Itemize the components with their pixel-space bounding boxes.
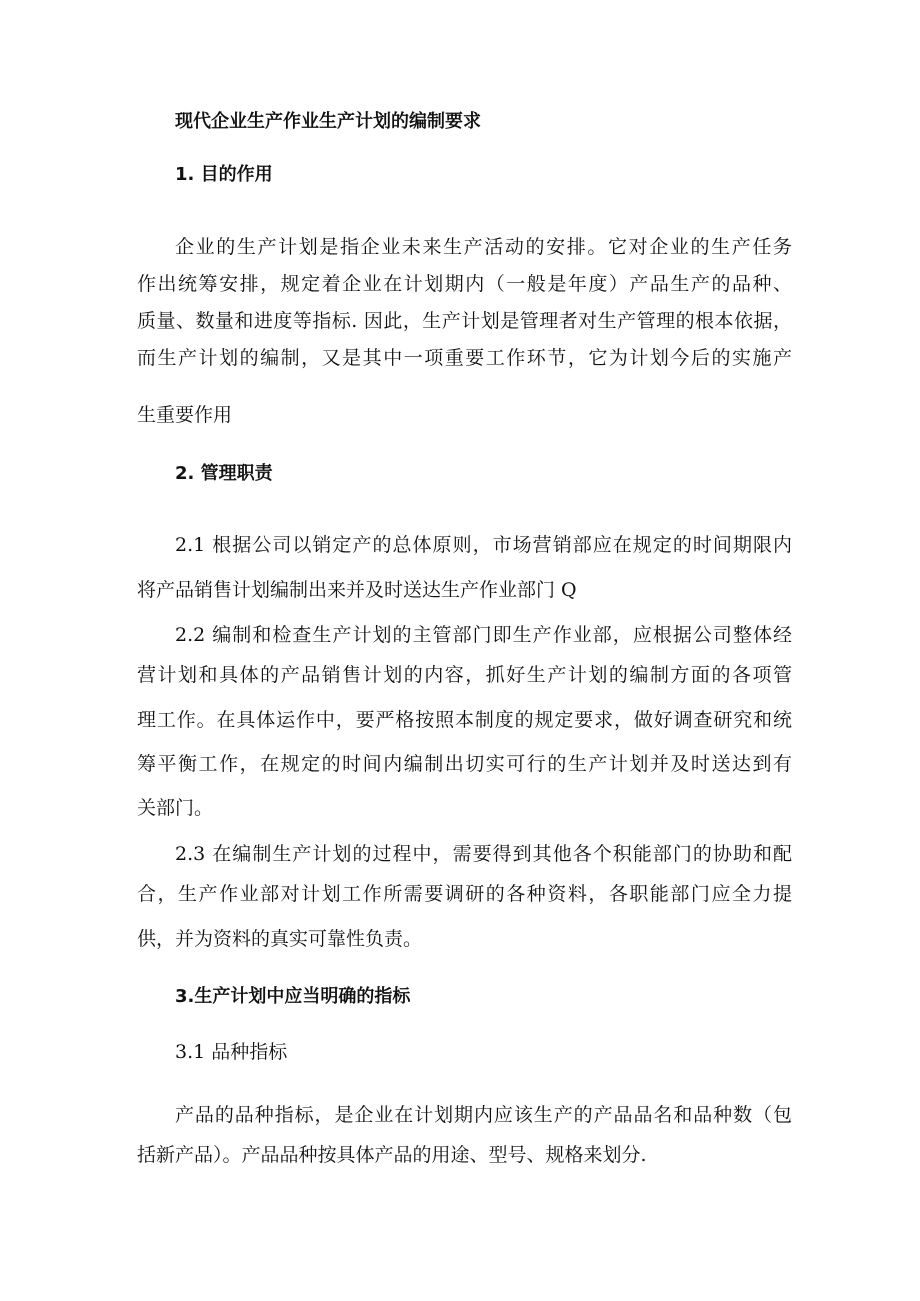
section-heading-indicators: 3.生产计划中应当明确的指标 [175, 986, 411, 1007]
paragraph-line: 合，生产作业部对计划工作所需要调研的各种资料，各职能部门应全力提 [137, 883, 792, 905]
paragraph-line: 2.1 根据公司以销定产的总体原则，市场营销部应在规定的时间期限内 [175, 534, 792, 556]
paragraph-line: 企业的生产计划是指企业未来生产活动的安排。它对企业的生产任务 [175, 236, 792, 258]
document-title: 现代企业生产作业生产计划的编制要求 [175, 111, 481, 132]
paragraph-line: 关部门。 [137, 797, 214, 819]
paragraph-line: 将产品销售计划编制出来并及时送达生产作业部门 Q [137, 579, 577, 601]
paragraph-line: 质量、数量和进度等指标. 因此，生产计划是管理者对生产管理的根本依据， [137, 310, 792, 332]
paragraph-line: 营计划和具体的产品销售计划的内容，抓好生产计划的编制方面的各项管 [137, 664, 792, 686]
paragraph-line: 供，并为资料的真实可靠性负责。 [137, 928, 423, 950]
paragraph-line: 2.3 在编制生产计划的过程中，需要得到其他各个积能部门的协助和配 [175, 843, 792, 865]
section-heading-responsibilities: 2. 管理职责 [175, 463, 273, 484]
paragraph-line: 而生产计划的编制，又是其中一项重要工作环节，它为计划今后的实施产 [137, 347, 792, 369]
paragraph-line: 生重要作用 [137, 404, 233, 426]
paragraph-line: 产品的品种指标，是企业在计划期内应该生产的产品品名和品种数（包 [175, 1104, 792, 1126]
section-heading-purpose: 1. 目的作用 [175, 164, 273, 185]
paragraph-line: 筹平衡工作，在规定的时间内编制出切实可行的生产计划并及时送达到有 [137, 753, 792, 775]
paragraph-line: 作出统筹安排，规定着企业在计划期内（一般是年度）产品生产的品种、 [137, 273, 792, 295]
paragraph-line: 括新产品）。产品品种按具体产品的用途、型号、规格来划分. [137, 1144, 647, 1166]
paragraph-line: 2.2 编制和检查生产计划的主管部门即生产作业部，应根据公司整体经 [175, 624, 792, 646]
subsection-heading-variety: 3.1 品种指标 [175, 1041, 288, 1063]
paragraph-line: 理工作。在具体运作中，要严格按照本制度的规定要求，做好调查研究和统 [137, 709, 792, 731]
